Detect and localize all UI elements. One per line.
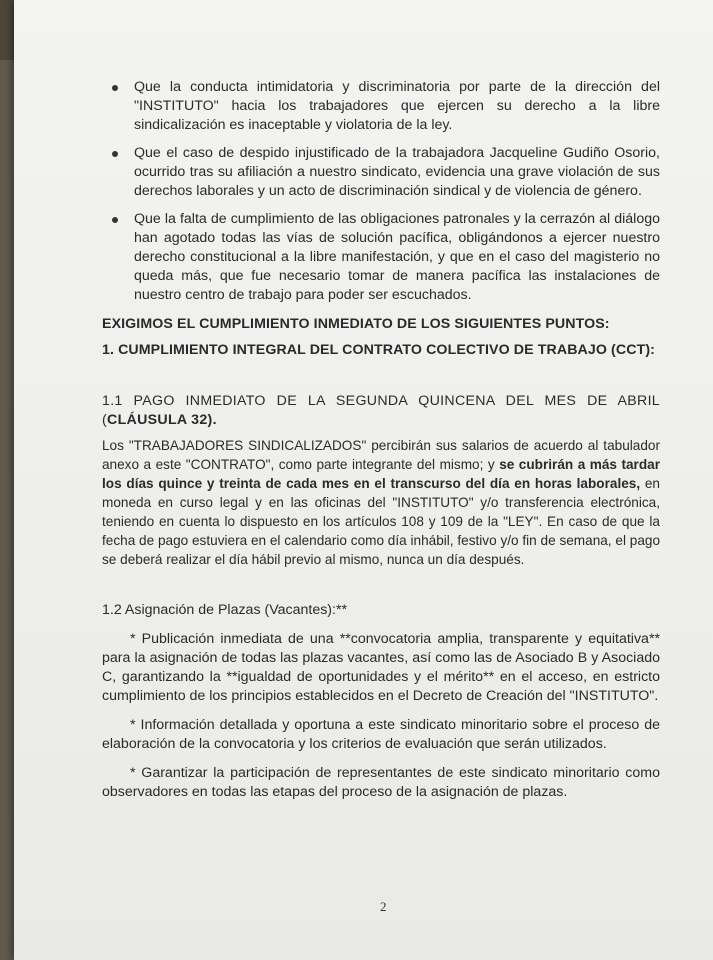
paragraph-text-2: en moneda en curso legal y en las oficinas del "INSTITUTO" y/o transferencia electrónica, teniendo en cuenta lo dispuesto en los artículos 108 y 109 de la "LEY". En caso de que la fecha de pago estuviera en el calendario como día inhábil, festivo y/o fin de semana, el pago se deberá realizar el día hábil previo al mismo, nunca un día después. [102, 476, 660, 567]
heading-section-1: 1. CUMPLIMIENTO INTEGRAL DEL CONTRATO COLECTIVO DE TRABAJO (CCT): [102, 342, 655, 358]
document-page [14, 0, 713, 960]
bullet-text: Que la falta de cumplimiento de las obligaciones patronales y la cerrazón al diálogo han agotado todas las vías de solución pacífica, obligándonos a ejercer nuestro derecho constitucional a la libre manifestación, y que en el caso del magisterio no queda más, que fue necesario tomar de manera pacífica las instalaciones de nuestro centro de trabajo para poder ser escuchados. [134, 211, 660, 303]
bullet-item [102, 210, 660, 305]
section-1-2-item: * Publicación inmediata de una **convocatoria amplia, transparente y equitativa** para la asignación de todas las plazas vacantes, así como las de Asociado B y Asociado C, garantizando la **igualdad de oportunidades y el mérito** en el acceso, en estricto cumplimiento de los principios establecidos en el Decreto de Creación del "INSTITUTO". [102, 631, 660, 704]
bullet-text: Que el caso de despido injustificado de la trabajadora Jacqueline Gudiño Osorio, ocurrido tras su afiliación a nuestro sindicato, evidencia una grave violación de sus derechos laborales y un acto de discriminación sindical y de violencia de género. [134, 145, 660, 199]
section-1-1-title-text: 1.1 PAGO INMEDIATO DE LA SEGUNDA QUINCENA DEL MES DE ABRIL ( [102, 393, 660, 428]
section-1-2-title: 1.2 Asignación de Plazas (Vacantes):** [102, 602, 348, 618]
section-1-1-clause: CLÁUSULA 32). [107, 412, 217, 428]
paragraph-text-1: Los "TRABAJADORES SINDICALIZADOS" percibirán sus salarios de acuerdo al tabulador anexo a este "CONTRATO", como parte integrante del mismo; y [102, 438, 660, 472]
section-1-1-title [102, 392, 660, 430]
section-1-2-item: * Información detallada y oportuna a este sindicato minoritario sobre el proceso de elaboración de la convocatoria y los criterios de evaluación que serán utilizados. [102, 717, 660, 752]
bullet-dot-icon [112, 217, 118, 223]
bullet-dot-icon [112, 151, 118, 157]
section-1-2-item: * Garantizar la participación de representantes de este sindicato minoritario como observadores en todas las etapas del proceso de la asignación de plazas. [102, 765, 660, 800]
page-content [102, 78, 660, 802]
bullet-item [102, 78, 660, 135]
bullet-text: Que la conducta intimidatoria y discriminatoria por parte de la dirección del "INSTITUTO" hacia los trabajadores que ejercen su derecho a la libre sindicalización es inaceptable y violatoria de la ley. [134, 79, 660, 133]
background-corner [0, 0, 14, 60]
bullet-item [102, 144, 660, 201]
paragraph-bold-text: se cubrirán a más tardar los días quince y treinta de cada mes en el transcurso del día en horas laborales, [102, 457, 660, 491]
bullet-list [102, 78, 660, 305]
page-number: 2 [380, 899, 387, 914]
heading-demands: EXIGIMOS EL CUMPLIMIENTO INMEDIATO DE LOS SIGUIENTES PUNTOS: [102, 316, 610, 332]
section-1-1-paragraph [102, 436, 660, 569]
bullet-dot-icon [112, 85, 118, 91]
